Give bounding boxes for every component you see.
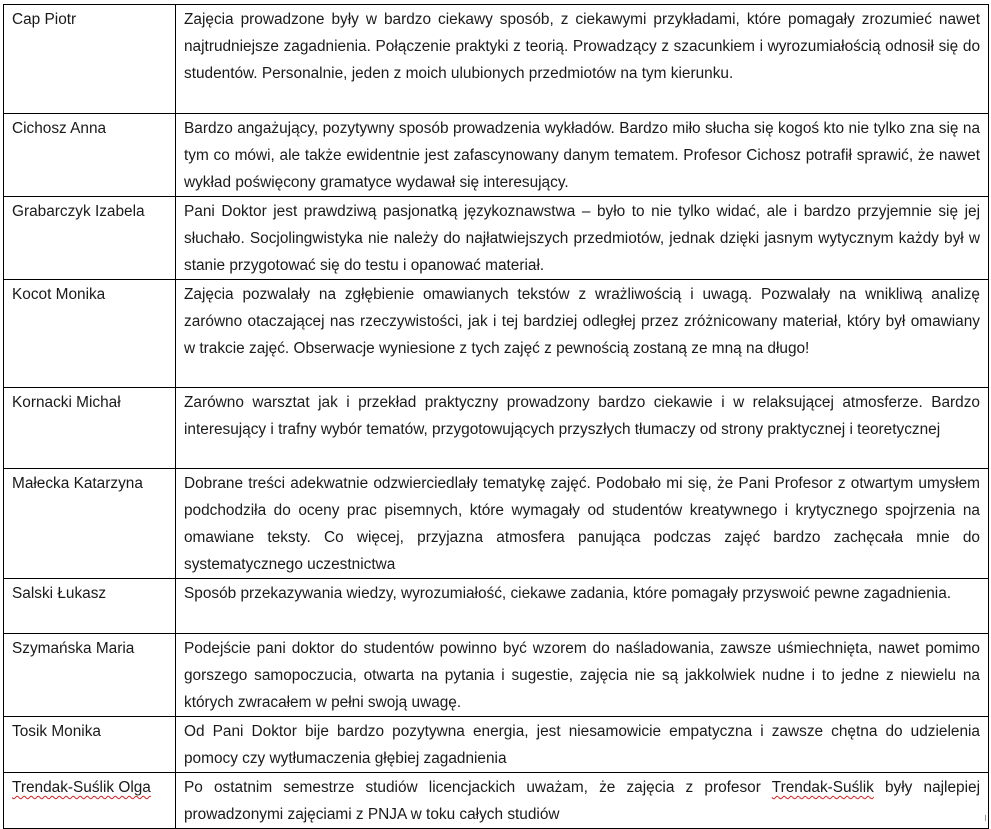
comment-text-after: były najlepiej prowadzonymi zajęciami z PNJA w toku całych studiów <box>184 779 980 823</box>
cell-end-marker <box>985 815 990 821</box>
table-row <box>4 579 989 634</box>
instructor-name: Małecka Katarzyna <box>4 469 176 579</box>
table-row <box>4 197 989 280</box>
spellcheck-flagged-word: Trendak-Suślik <box>771 779 874 796</box>
table-row <box>4 114 989 197</box>
student-comment: Pani Doktor jest prawdziwą pasjonatką językoznawstwa – było to nie tylko widać, ale i bardzo przyjemnie się jej słuchało. Socjolingwistyka nie należy do najłatwiejszych przedmiotów, jednak dzięki jasnym wytycznym każdy był w stanie przygotować się do testu i opanować materiał. <box>176 197 989 280</box>
instructor-name <box>4 773 176 829</box>
spellcheck-flagged-name: Trendak-Suślik Olga <box>12 779 151 796</box>
comment-text-before: Po ostatnim semestrze studiów licencjackich uważam, że zajęcia z profesor <box>184 779 772 796</box>
student-comment <box>176 773 989 829</box>
student-comment: Zajęcia pozwalały na zgłębienie omawianych tekstów z wrażliwością i uwagą. Pozwalały na wnikliwą analizę zarówno otaczającej nas rzeczywistości, jak i tej bardziej odległej przez zróżnicowany materiał, który był omawiany w trakcie zajęć. Obserwacje wyniesione z tych zajęć z pewnością zostaną ze mną na długo! <box>176 280 989 388</box>
instructor-name: Grabarczyk Izabela <box>4 197 176 280</box>
student-comment: Zarówno warsztat jak i przekład praktyczny prowadzony bardzo ciekawie i w relaksującej atmosferze. Bardzo interesujący i trafny wybór tematów, przygotowujących przyszłych tłumaczy od strony praktycznej i teoretycznej <box>176 388 989 469</box>
instructor-name: Cichosz Anna <box>4 114 176 197</box>
student-comment: Bardzo angażujący, pozytywny sposób prowadzenia wykładów. Bardzo miło słucha się kogoś kto nie tylko zna się na tym co mówi, ale także ewidentnie jest zafascynowany danym tematem. Profesor Cichosz potrafił sprawić, że nawet wykład poświęcony gramatyce wydawał się interesujący. <box>176 114 989 197</box>
student-comment: Dobrane treści adekwatnie odzwierciedlały tematykę zajęć. Podobało mi się, że Pani Profesor z otwartym umysłem podchodziła do oceny prac pisemnych, które wymagały od studentów kreatywnego i krytycznego spojrzenia na omawiane teksty. Co więcej, przyjazna atmosfera panująca podczas zajęć bardzo zachęcała mnie do systematycznego uczestnictwa <box>176 469 989 579</box>
instructor-name: Salski Łukasz <box>4 579 176 634</box>
table-row <box>4 388 989 469</box>
student-comment: Podejście pani doktor do studentów powinno być wzorem do naśladowania, zawsze uśmiechnięta, nawet pomimo gorszego samopoczucia, otwarta na pytania i sugestie, zajęcia nie są jakkolwiek nudne i to jedne z niewielu na których zwracałem w pełni swoją uwagę. <box>176 634 989 717</box>
instructor-name: Cap Piotr <box>4 5 176 114</box>
opinions-table <box>3 4 989 829</box>
student-comment: Od Pani Doktor bije bardzo pozytywna energia, jest niesamowicie empatyczna i zawsze chętna do udzielenia pomocy czy wytłumaczenia głębiej zagadnienia <box>176 717 989 773</box>
instructor-name: Tosik Monika <box>4 717 176 773</box>
table-row <box>4 469 989 579</box>
table-row <box>4 773 989 829</box>
table-row <box>4 280 989 388</box>
instructor-name: Szymańska Maria <box>4 634 176 717</box>
student-comment: Sposób przekazywania wiedzy, wyrozumiałość, ciekawe zadania, które pomagały przyswoić pewne zagadnienia. <box>176 579 989 634</box>
table-row <box>4 5 989 114</box>
student-comment: Zajęcia prowadzone były w bardzo ciekawy sposób, z ciekawymi przykładami, które pomagały zrozumieć nawet najtrudniejsze zagadnienia. Połączenie praktyki z teorią. Prowadzący z szacunkiem i wyrozumiałością odnosił się do studentów. Personalnie, jeden z moich ulubionych przedmiotów na tym kierunku. <box>176 5 989 114</box>
table-row <box>4 717 989 773</box>
instructor-name: Kocot Monika <box>4 280 176 388</box>
instructor-name: Kornacki Michał <box>4 388 176 469</box>
table-row <box>4 634 989 717</box>
